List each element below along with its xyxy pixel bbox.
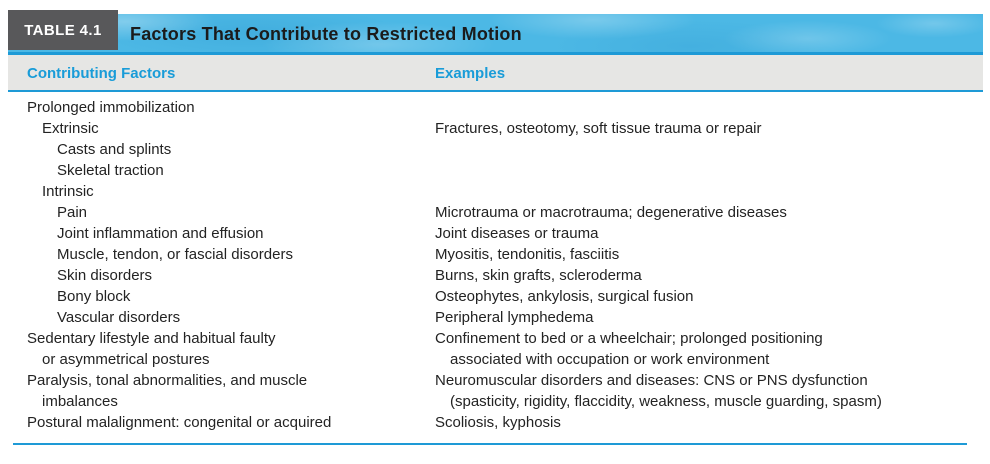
example-cell bbox=[435, 97, 983, 118]
factor-cell bbox=[8, 97, 435, 118]
column-header-row bbox=[8, 55, 983, 92]
table-row bbox=[8, 160, 983, 181]
example-text: Peripheral lymphedema bbox=[435, 309, 594, 326]
example-cell bbox=[435, 244, 983, 265]
example-cell bbox=[435, 181, 983, 202]
table-row bbox=[8, 223, 983, 244]
example-cell bbox=[435, 370, 983, 412]
factor-text: Joint inflammation and effusion bbox=[57, 225, 264, 242]
example-cell bbox=[435, 139, 983, 160]
example-cell bbox=[435, 307, 983, 328]
example-text: Microtrauma or macrotrauma; degenerative diseases bbox=[435, 204, 787, 221]
table-row bbox=[8, 307, 983, 328]
table-row bbox=[8, 286, 983, 307]
example-cell bbox=[435, 118, 983, 139]
factor-cell bbox=[8, 118, 435, 139]
table-row bbox=[8, 328, 983, 370]
factor-cell bbox=[8, 139, 435, 160]
example-cell bbox=[435, 160, 983, 181]
example-cell bbox=[435, 328, 983, 370]
factor-text: Skeletal traction bbox=[57, 162, 164, 179]
table-row bbox=[8, 244, 983, 265]
table-row bbox=[8, 139, 983, 160]
factor-text: Sedentary lifestyle and habitual faulty bbox=[27, 330, 276, 347]
example-cell bbox=[435, 202, 983, 223]
example-text: Confinement to bed or a wheelchair; prolonged positioning bbox=[435, 330, 823, 347]
example-cell bbox=[435, 265, 983, 286]
example-text: Neuromuscular disorders and diseases: CNS or PNS dysfunction bbox=[435, 372, 868, 389]
table-row bbox=[8, 181, 983, 202]
factor-text-continued: or asymmetrical postures bbox=[42, 351, 210, 368]
factor-cell bbox=[8, 202, 435, 223]
factor-text: Paralysis, tonal abnormalities, and muscle bbox=[27, 372, 308, 389]
table-body bbox=[8, 92, 983, 433]
factor-cell bbox=[8, 328, 435, 370]
table-bottom-rule bbox=[13, 443, 967, 445]
example-cell bbox=[435, 286, 983, 307]
factor-text: Extrinsic bbox=[42, 120, 99, 137]
factor-text: Vascular disorders bbox=[57, 309, 181, 326]
table-number-badge bbox=[8, 10, 118, 50]
factor-text: Muscle, tendon, or fascial disorders bbox=[57, 246, 293, 263]
column-header-examples: Examples bbox=[435, 65, 506, 82]
example-text: Burns, skin grafts, scleroderma bbox=[435, 267, 642, 284]
factor-cell bbox=[8, 307, 435, 328]
example-text: Joint diseases or trauma bbox=[435, 225, 599, 242]
example-text-continued: (spasticity, rigidity, flaccidity, weakness, muscle guarding, spasm) bbox=[450, 393, 882, 410]
example-text-continued: associated with occupation or work environment bbox=[450, 351, 770, 368]
column-header-contributing-factors: Contributing Factors bbox=[27, 65, 176, 82]
table-banner bbox=[8, 14, 983, 55]
factor-cell bbox=[8, 265, 435, 286]
factor-text: Casts and splints bbox=[57, 141, 172, 158]
example-text: Fractures, osteotomy, soft tissue trauma or repair bbox=[435, 120, 762, 137]
table-row bbox=[8, 118, 983, 139]
example-text: Scoliosis, kyphosis bbox=[435, 414, 561, 431]
example-text: Myositis, tendonitis, fasciitis bbox=[435, 246, 620, 263]
example-cell bbox=[435, 412, 983, 433]
factor-text: Intrinsic bbox=[42, 183, 94, 200]
factor-text: Postural malalignment: congenital or acquired bbox=[27, 414, 332, 431]
table-number-label: TABLE 4.1 bbox=[24, 21, 102, 39]
factor-text: Bony block bbox=[57, 288, 131, 305]
factor-cell bbox=[8, 181, 435, 202]
table-row bbox=[8, 370, 983, 412]
factor-text: Pain bbox=[57, 204, 88, 221]
factor-cell bbox=[8, 223, 435, 244]
example-text: Osteophytes, ankylosis, surgical fusion bbox=[435, 288, 694, 305]
factor-cell bbox=[8, 286, 435, 307]
factor-text: Prolonged immobilization bbox=[27, 99, 195, 116]
factor-cell bbox=[8, 370, 435, 412]
table-row bbox=[8, 97, 983, 118]
factor-text: Skin disorders bbox=[57, 267, 153, 284]
table-row bbox=[8, 265, 983, 286]
factor-text-continued: imbalances bbox=[42, 393, 118, 410]
table-row bbox=[8, 412, 983, 433]
table-row bbox=[8, 202, 983, 223]
factor-cell bbox=[8, 412, 435, 433]
factor-cell bbox=[8, 160, 435, 181]
example-cell bbox=[435, 223, 983, 244]
table-title: Factors That Contribute to Restricted Motion bbox=[130, 24, 522, 44]
factor-cell bbox=[8, 244, 435, 265]
